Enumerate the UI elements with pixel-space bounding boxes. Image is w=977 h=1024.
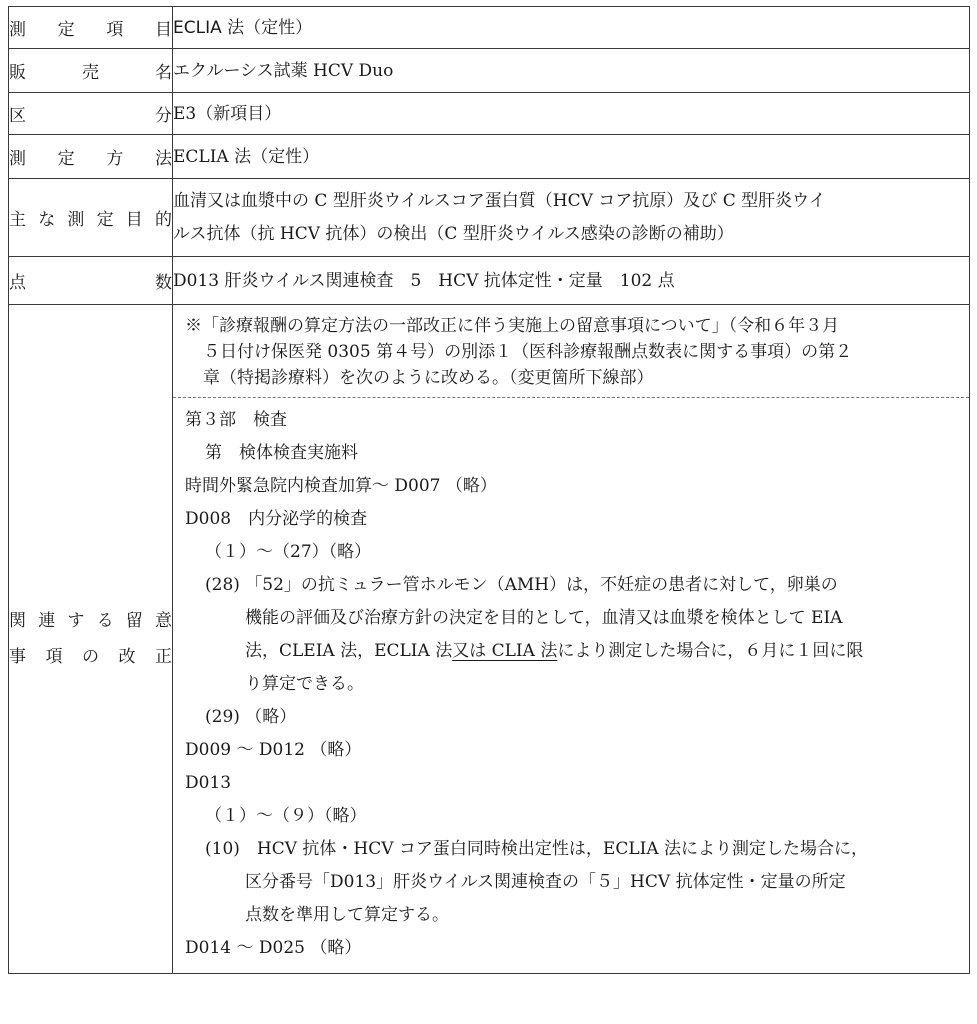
body-line: (10) HCV 抗体・HCV コア蛋白同時検出定性は，ECLIA 法により測定した場合に， xyxy=(205,839,869,859)
value-points: D013 肝炎ウイルス関連検査 5 HCV 抗体定性・定量 102 点 xyxy=(173,257,970,305)
label-points: 点 数 xyxy=(9,257,173,305)
label-category: 区 分 xyxy=(9,93,173,135)
purpose-line: 血清又は血漿中の C 型肝炎ウイルスコア蛋白質（HCV コア抗原）及び C 型肝炎ウイ xyxy=(173,190,826,211)
revision-body xyxy=(173,398,969,973)
body-line: D013 xyxy=(185,773,232,793)
label-measurement-item: 測 定 項 目 xyxy=(9,7,173,49)
body-line: （１）～（27）（略） xyxy=(205,542,372,562)
body-line: D014 ～ D025 （略） xyxy=(185,938,362,958)
body-line: 時間外緊急院内検査加算～ D007 （略） xyxy=(185,476,497,496)
document-sheet xyxy=(8,6,970,974)
revision-note xyxy=(173,305,969,398)
value-product-name: エクルーシス試薬 HCV Duo xyxy=(173,49,970,93)
row-points xyxy=(9,257,970,305)
body-line: 法，CLEIA 法，ECLIA 法又は CLIA 法により測定した場合に，６月に１回に限 xyxy=(245,641,864,661)
body-line: （１）～（９）（略） xyxy=(205,806,367,826)
note-line: ※「診療報酬の算定方法の一部改正に伴う実施上の留意事項について」（令和６年３月 xyxy=(185,316,840,336)
row-product-name xyxy=(9,49,970,93)
value-purpose xyxy=(173,179,970,257)
body-line: 区分番号「D013」肝炎ウイルス関連検査の「５」HCV 抗体定性・定量の所定 xyxy=(245,872,846,892)
subsection-heading: 第 検体検査実施料 xyxy=(205,443,358,463)
label-revision: 関 連 す る 留 意 事 項 の 改 正 xyxy=(9,305,173,974)
body-line: (29) （略） xyxy=(205,707,297,727)
info-table xyxy=(8,6,970,974)
label-purpose: 主 な 測 定 目 的 xyxy=(9,179,173,257)
row-method xyxy=(9,135,970,179)
body-line: 機能の評価及び治療方針の決定を目的として，血清又は血漿を検体として EIA xyxy=(245,608,843,628)
note-line: 章（特掲診療料）を次のように改める。（変更箇所下線部） xyxy=(203,368,654,388)
value-measurement-item: ECLIA 法（定性） xyxy=(173,7,970,49)
label-product-name: 販 売 名 xyxy=(9,49,173,93)
value-revision xyxy=(173,305,970,974)
label-method: 測 定 方 法 xyxy=(9,135,173,179)
body-line: (28) 「52」の抗ミュラー管ホルモン（AMH）は，不妊症の患者に対して，卵巣の xyxy=(205,575,838,595)
body-line: り算定できる。 xyxy=(245,674,364,694)
row-purpose xyxy=(9,179,970,257)
note-line: ５日付け保医発 0305 第４号）の別添１（医科診療報酬点数表に関する事項）の第２ xyxy=(203,342,853,362)
row-revision xyxy=(9,305,970,974)
purpose-line: ルス抗体（抗 HCV 抗体）の検出（C 型肝炎ウイルス感染の診断の補助） xyxy=(173,223,734,244)
underlined-change: 又は CLIA 法 xyxy=(452,641,558,661)
body-line: D009 ～ D012 （略） xyxy=(185,740,362,760)
value-method: ECLIA 法（定性） xyxy=(173,135,970,179)
body-line: 点数を準用して算定する。 xyxy=(245,905,449,925)
body-line: D008 内分泌学的検査 xyxy=(185,509,368,529)
value-category: E3（新項目） xyxy=(173,93,970,135)
section-heading: 第３部 検査 xyxy=(185,410,287,430)
row-measurement-item xyxy=(9,7,970,49)
row-category xyxy=(9,93,970,135)
